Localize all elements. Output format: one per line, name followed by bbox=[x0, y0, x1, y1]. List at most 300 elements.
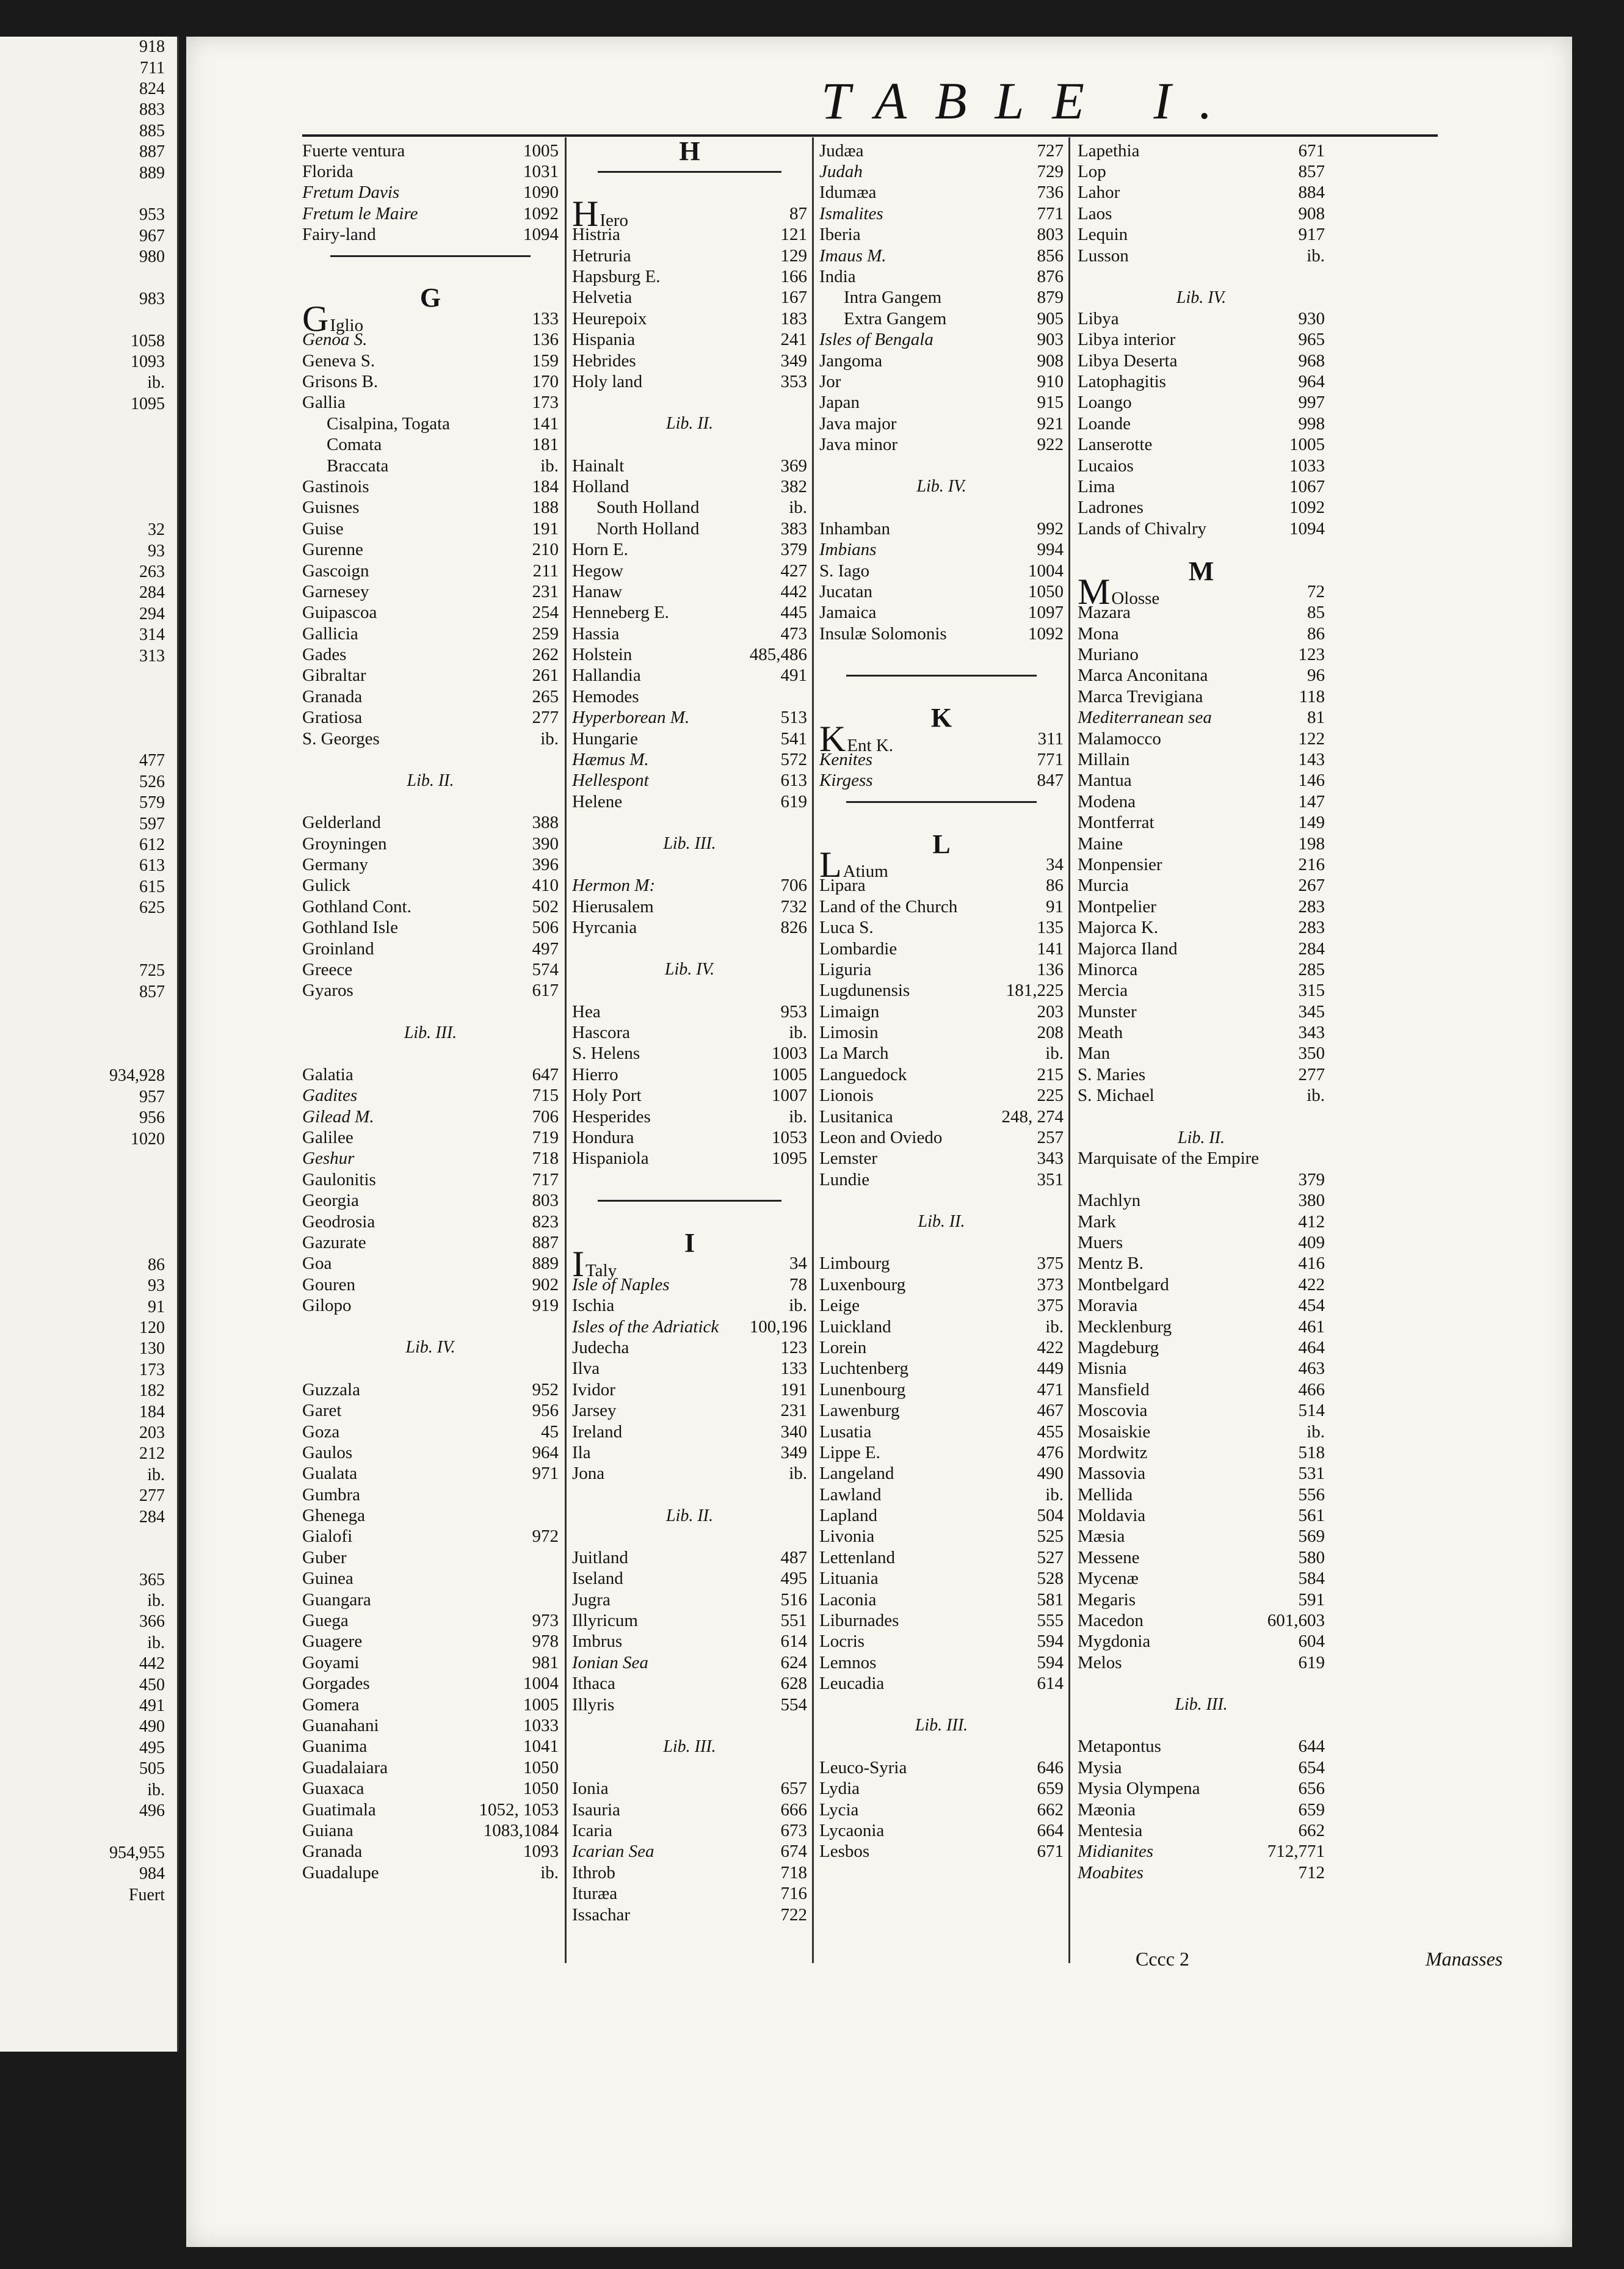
entry-name: Leige bbox=[819, 1296, 860, 1316]
facing-page-number bbox=[0, 267, 177, 288]
entry-name: Ithrob bbox=[572, 1862, 615, 1882]
entry-name: Horn E. bbox=[572, 540, 628, 560]
index-entry bbox=[572, 561, 807, 581]
entry-name: Lusatia bbox=[819, 1421, 872, 1442]
entry-name: Mordwitz bbox=[1078, 1442, 1148, 1462]
entry-page: 908 bbox=[1298, 203, 1325, 223]
entry-page: 379 bbox=[1298, 1169, 1325, 1189]
entry-page: 490 bbox=[1037, 1464, 1064, 1484]
entry-page: 719 bbox=[532, 1128, 559, 1148]
entry-name: Imbians bbox=[819, 540, 877, 560]
index-entry bbox=[1078, 1589, 1325, 1610]
index-entry bbox=[302, 1569, 559, 1589]
entry-name: Lituania bbox=[819, 1569, 879, 1589]
entry-name: Luca S. bbox=[819, 918, 874, 938]
index-entry bbox=[302, 413, 559, 434]
facing-page-number: 495 bbox=[139, 1738, 165, 1757]
facing-page-number: 365 bbox=[139, 1570, 165, 1589]
entry-page: 141 bbox=[532, 413, 559, 434]
index-entry bbox=[572, 518, 807, 539]
facing-page-number: 597 bbox=[139, 814, 165, 833]
entry-page: 917 bbox=[1298, 225, 1325, 245]
entry-name: Lusitanica bbox=[819, 1106, 893, 1127]
index-entry bbox=[302, 623, 559, 644]
entry-name: Hainalt bbox=[572, 456, 625, 476]
index-entry bbox=[819, 1359, 1064, 1379]
index-entry bbox=[1078, 1820, 1325, 1841]
index-entry bbox=[819, 1400, 1064, 1421]
title-rule bbox=[302, 134, 1438, 137]
entry-page: 910 bbox=[1037, 371, 1064, 391]
entry-page: 964 bbox=[1298, 371, 1325, 391]
entry-page: 123 bbox=[1298, 645, 1325, 665]
entry-page: 463 bbox=[1298, 1359, 1325, 1379]
entry-name: Mediterranean sea bbox=[1078, 708, 1212, 728]
facing-page-number bbox=[0, 1150, 177, 1171]
entry-page: 427 bbox=[780, 561, 807, 581]
entry-name: Fuerte ventura bbox=[302, 140, 405, 161]
facing-page-number: ib. bbox=[147, 1591, 165, 1611]
entry-page: 248, 274 bbox=[1001, 1106, 1064, 1127]
entry-name: Marquisate of the Empire bbox=[1078, 1149, 1260, 1169]
entry-name: Lapethia bbox=[1078, 140, 1140, 161]
index-entry bbox=[1078, 245, 1325, 266]
entry-page: 628 bbox=[780, 1674, 807, 1694]
column-divider bbox=[812, 137, 814, 1963]
index-column-3 bbox=[819, 140, 1064, 1862]
entry-page: 146 bbox=[1298, 771, 1325, 791]
entry-page: 262 bbox=[532, 645, 559, 665]
entry-page: 123 bbox=[780, 1337, 807, 1357]
entry-name: Mentz B. bbox=[1078, 1254, 1144, 1274]
index-entry bbox=[302, 854, 559, 875]
index-entry bbox=[1078, 1400, 1325, 1421]
entry-page: 666 bbox=[780, 1799, 807, 1820]
index-entry bbox=[302, 561, 559, 581]
index-entry bbox=[572, 771, 807, 791]
entry-name: Japan bbox=[819, 393, 860, 413]
facing-page-number: 477 bbox=[139, 751, 165, 771]
entry-page: 903 bbox=[1037, 330, 1064, 350]
entry-name: Jor bbox=[819, 371, 841, 391]
entry-name: Juitland bbox=[572, 1547, 628, 1567]
index-entry bbox=[819, 1022, 1064, 1043]
index-entry bbox=[1078, 1232, 1325, 1253]
entry-name: Hapsburg E. bbox=[572, 267, 661, 287]
entry-name: Mæonia bbox=[1078, 1799, 1136, 1820]
index-entry bbox=[1078, 1547, 1325, 1568]
facing-page-number: 953 bbox=[139, 205, 165, 225]
entry-page: 847 bbox=[1037, 771, 1064, 791]
index-entry bbox=[819, 1610, 1064, 1631]
facing-page-number: 887 bbox=[139, 142, 165, 162]
index-entry bbox=[572, 539, 807, 560]
index-entry bbox=[572, 1421, 807, 1442]
entry-name: Lemster bbox=[819, 1149, 878, 1169]
facing-page-number: 725 bbox=[139, 961, 165, 981]
entry-page: 1050 bbox=[523, 1757, 559, 1777]
facing-page-number bbox=[0, 688, 177, 708]
entry-page: ib. bbox=[1045, 1044, 1064, 1064]
entry-name: Montferrat bbox=[1078, 813, 1155, 833]
index-entry bbox=[819, 1464, 1064, 1484]
entry-page: 513 bbox=[780, 708, 807, 728]
entry-name: Intra Gangem bbox=[844, 288, 942, 308]
index-entry bbox=[572, 1904, 807, 1925]
entry-page: 203 bbox=[1037, 1001, 1064, 1022]
spacer bbox=[1078, 1106, 1325, 1127]
entry-page: 141 bbox=[1037, 938, 1064, 959]
entry-page: 495 bbox=[780, 1569, 807, 1589]
entry-page: 1007 bbox=[772, 1086, 807, 1106]
entry-name: Lesbos bbox=[819, 1842, 870, 1862]
entry-page: 1004 bbox=[1028, 561, 1064, 581]
entry-page: 572 bbox=[780, 750, 807, 770]
facing-page-number: 203 bbox=[139, 1423, 165, 1442]
facing-page-number: 1058 bbox=[131, 331, 165, 350]
index-entry bbox=[1078, 981, 1325, 1001]
index-entry bbox=[572, 350, 807, 371]
facing-page-number: 294 bbox=[139, 604, 165, 623]
facing-page-number: 980 bbox=[139, 247, 165, 267]
entry-name: Mycenæ bbox=[1078, 1569, 1139, 1589]
entry-name: Mygdonia bbox=[1078, 1632, 1151, 1652]
facing-page-number bbox=[0, 1528, 177, 1548]
index-entry bbox=[1078, 771, 1325, 791]
index-entry bbox=[819, 771, 1064, 791]
entry-page: 919 bbox=[532, 1296, 559, 1316]
entry-name: S. Michael bbox=[1078, 1086, 1155, 1106]
entry-name: Macedon bbox=[1078, 1611, 1144, 1631]
index-entry bbox=[819, 539, 1064, 560]
index-entry bbox=[302, 938, 559, 959]
facing-page-number: 314 bbox=[139, 625, 165, 645]
entry-page: 147 bbox=[1298, 791, 1325, 811]
entry-name: Hellespont bbox=[572, 771, 649, 791]
entry-page: 442 bbox=[780, 581, 807, 601]
entry-name: Hetruria bbox=[572, 245, 631, 266]
entry-name: Gouren bbox=[302, 1274, 355, 1294]
entry-name: Java minor bbox=[819, 435, 898, 455]
entry-name: Icaria bbox=[572, 1820, 612, 1840]
entry-page: 956 bbox=[532, 1401, 559, 1421]
entry-page: 461 bbox=[1298, 1316, 1325, 1337]
entry-page: 619 bbox=[780, 791, 807, 811]
entry-page: 771 bbox=[1037, 203, 1064, 223]
index-entry bbox=[572, 749, 807, 770]
entry-page: 712 bbox=[1298, 1862, 1325, 1882]
entry-name: Judah bbox=[819, 162, 863, 182]
index-entry bbox=[819, 1254, 1064, 1274]
index-entry bbox=[302, 959, 559, 980]
entry-name: Garnesey bbox=[302, 581, 369, 601]
facing-page-number: 32 bbox=[148, 520, 165, 540]
entry-name: Goza bbox=[302, 1421, 340, 1442]
facing-page-number: 93 bbox=[148, 541, 165, 561]
entry-page: 45 bbox=[541, 1421, 559, 1442]
entry-page: 574 bbox=[532, 959, 559, 979]
index-entry bbox=[572, 1127, 807, 1148]
entry-page: 601,603 bbox=[1267, 1611, 1325, 1631]
index-entry bbox=[819, 350, 1064, 371]
entry-page: 191 bbox=[780, 1379, 807, 1400]
index-entry bbox=[1078, 1421, 1325, 1442]
entry-page: 656 bbox=[1298, 1779, 1325, 1799]
entry-name: Mercia bbox=[1078, 981, 1128, 1001]
entry-page: 1005 bbox=[523, 1694, 559, 1715]
index-entry bbox=[302, 813, 559, 833]
entry-name: Hanaw bbox=[572, 581, 623, 601]
facing-page-number: 983 bbox=[139, 289, 165, 308]
entry-name: Ividor bbox=[572, 1379, 615, 1400]
index-entry bbox=[1078, 791, 1325, 812]
index-entry bbox=[572, 1569, 807, 1589]
entry-page: 1052, 1053 bbox=[479, 1799, 559, 1820]
entry-name: Moabites bbox=[1078, 1862, 1144, 1882]
book-heading: Lib. III. bbox=[663, 834, 716, 854]
entry-name: Luickland bbox=[819, 1316, 891, 1337]
index-entry bbox=[819, 225, 1064, 245]
entry-name: Cisalpina, Togata bbox=[327, 413, 451, 434]
facing-page-number: 885 bbox=[139, 121, 165, 140]
index-entry bbox=[572, 288, 807, 308]
entry-name: Guagere bbox=[302, 1632, 363, 1652]
entry-page: 283 bbox=[1298, 918, 1325, 938]
entry-page: 1031 bbox=[523, 162, 559, 182]
drop-cap: L bbox=[819, 846, 842, 884]
index-page bbox=[186, 37, 1572, 2247]
index-entry bbox=[572, 330, 807, 350]
facing-page-number: 284 bbox=[139, 583, 165, 603]
facing-page-number bbox=[0, 435, 177, 456]
facing-page-number bbox=[0, 477, 177, 498]
entry-name: Gastinois bbox=[302, 476, 369, 496]
entry-page: 497 bbox=[532, 938, 559, 959]
facing-page-number bbox=[0, 310, 177, 330]
entry-page: 373 bbox=[1037, 1274, 1064, 1294]
entry-page: 516 bbox=[780, 1589, 807, 1610]
index-entry bbox=[302, 1674, 559, 1694]
index-entry bbox=[1078, 938, 1325, 959]
index-entry bbox=[1078, 203, 1325, 224]
facing-page-number: 711 bbox=[140, 58, 165, 78]
entry-name: Meath bbox=[1078, 1023, 1123, 1043]
entry-name: HIero bbox=[572, 195, 786, 232]
facing-page-number: 277 bbox=[139, 1486, 165, 1506]
book-heading: Lib. III. bbox=[663, 1737, 716, 1756]
entry-name: Helene bbox=[572, 791, 623, 811]
entry-name: Goa bbox=[302, 1254, 332, 1274]
index-entry bbox=[302, 498, 559, 518]
entry-name: Gilopo bbox=[302, 1296, 352, 1316]
entry-page: 78 bbox=[789, 1274, 807, 1294]
entry-name: Lycaonia bbox=[819, 1820, 885, 1840]
entry-name: Liguria bbox=[819, 959, 872, 979]
entry-page: 992 bbox=[1037, 518, 1064, 539]
entry-name: Insulæ Solomonis bbox=[819, 623, 947, 644]
index-entry bbox=[302, 140, 559, 161]
entry-page: 971 bbox=[532, 1464, 559, 1484]
entry-page: 382 bbox=[780, 476, 807, 496]
entry-page: 803 bbox=[1037, 225, 1064, 245]
entry-name: Ismalites bbox=[819, 203, 883, 223]
index-entry bbox=[572, 603, 807, 623]
entry-name: Hondura bbox=[572, 1128, 634, 1148]
index-entry bbox=[819, 308, 1064, 329]
entry-page: 591 bbox=[1298, 1589, 1325, 1610]
index-entry bbox=[572, 1862, 807, 1883]
entry-name: Gascoign bbox=[302, 561, 369, 581]
index-entry bbox=[572, 1001, 807, 1022]
entry-name: Holland bbox=[572, 476, 629, 496]
entry-page: 981 bbox=[532, 1652, 559, 1672]
entry-page: 541 bbox=[780, 728, 807, 749]
entry-page: 561 bbox=[1298, 1506, 1325, 1526]
book-heading: Lib. III. bbox=[404, 1023, 457, 1042]
entry-page: 502 bbox=[532, 896, 559, 917]
entry-name: Mecklenburg bbox=[1078, 1316, 1172, 1337]
entry-name: Judæa bbox=[819, 140, 864, 161]
index-entry bbox=[1078, 854, 1325, 875]
index-entry bbox=[1078, 350, 1325, 371]
index-entry bbox=[819, 1086, 1064, 1106]
facing-page-number: ib. bbox=[147, 373, 165, 393]
index-entry bbox=[302, 981, 559, 1001]
entry-name: Luxenbourg bbox=[819, 1274, 906, 1294]
spacer bbox=[302, 1316, 559, 1337]
index-entry bbox=[302, 183, 559, 203]
entry-page: 644 bbox=[1298, 1737, 1325, 1757]
entry-name: MOlosse bbox=[1078, 573, 1303, 610]
entry-name: Lundie bbox=[819, 1169, 870, 1189]
entry-name: Jangoma bbox=[819, 350, 883, 371]
index-entry bbox=[1078, 1379, 1325, 1400]
entry-page: 396 bbox=[532, 854, 559, 874]
spacer bbox=[302, 749, 559, 770]
entry-page: 531 bbox=[1298, 1464, 1325, 1484]
entry-name: Gaulonitis bbox=[302, 1169, 376, 1189]
index-entry bbox=[819, 846, 1064, 884]
entry-page: 581 bbox=[1037, 1589, 1064, 1610]
entry-name: Moscovia bbox=[1078, 1401, 1148, 1421]
index-entry bbox=[1078, 1737, 1325, 1757]
entry-page: 259 bbox=[532, 623, 559, 644]
drop-cap: H bbox=[572, 195, 599, 233]
entry-name: Isle of Naples bbox=[572, 1274, 670, 1294]
index-entry bbox=[1078, 183, 1325, 203]
facing-page-number: 263 bbox=[139, 562, 165, 581]
facing-page-number: 957 bbox=[139, 1087, 165, 1106]
index-entry bbox=[1078, 1862, 1325, 1883]
entry-name: Lima bbox=[1078, 476, 1115, 496]
entry-page: 311 bbox=[1037, 728, 1064, 749]
entry-name: Mantua bbox=[1078, 771, 1132, 791]
index-entry bbox=[819, 561, 1064, 581]
index-entry bbox=[1078, 308, 1325, 329]
index-entry bbox=[572, 1245, 807, 1282]
index-entry bbox=[302, 1820, 559, 1841]
facing-page-number bbox=[0, 1821, 177, 1842]
entry-page: 978 bbox=[532, 1632, 559, 1652]
index-entry bbox=[1078, 1295, 1325, 1316]
entry-page: 826 bbox=[780, 918, 807, 938]
entry-name: Hallandia bbox=[572, 666, 641, 686]
entry-name: Lorein bbox=[819, 1337, 867, 1357]
index-entry bbox=[1078, 1484, 1325, 1505]
index-entry bbox=[819, 1274, 1064, 1295]
index-entry bbox=[819, 203, 1064, 224]
entry-name: Lapland bbox=[819, 1506, 878, 1526]
index-entry bbox=[819, 330, 1064, 350]
entry-page: 604 bbox=[1298, 1632, 1325, 1652]
entry-page: 518 bbox=[1298, 1442, 1325, 1462]
entry-name: Muriano bbox=[1078, 645, 1139, 665]
entry-page: 619 bbox=[1298, 1652, 1325, 1672]
entry-page: 473 bbox=[780, 623, 807, 644]
index-entry bbox=[819, 434, 1064, 455]
entry-name: Granada bbox=[302, 1842, 363, 1862]
index-entry bbox=[302, 1632, 559, 1652]
index-entry bbox=[819, 1757, 1064, 1778]
entry-page: ib. bbox=[1045, 1484, 1064, 1505]
entry-name: Guangara bbox=[302, 1589, 371, 1610]
index-entry bbox=[1078, 708, 1325, 728]
entry-name: Montbelgard bbox=[1078, 1274, 1169, 1294]
index-entry bbox=[302, 728, 559, 749]
facing-page-number bbox=[0, 415, 177, 435]
entry-name: Guatimala bbox=[302, 1799, 376, 1820]
entry-name: Gualata bbox=[302, 1464, 358, 1484]
entry-name: Muers bbox=[1078, 1233, 1123, 1252]
facing-page-number: 579 bbox=[139, 793, 165, 813]
index-entry bbox=[1078, 813, 1325, 833]
index-entry bbox=[1078, 1001, 1325, 1022]
facing-page-numbers bbox=[0, 37, 177, 1906]
index-entry bbox=[572, 1400, 807, 1421]
entry-page: ib. bbox=[1307, 1421, 1325, 1442]
index-entry bbox=[572, 1295, 807, 1316]
entry-name: Land of the Church bbox=[819, 896, 958, 917]
facing-page-number: 984 bbox=[139, 1864, 165, 1884]
entry-page: 380 bbox=[1298, 1191, 1325, 1211]
entry-page: 712,771 bbox=[1267, 1842, 1325, 1862]
index-entry bbox=[1078, 1505, 1325, 1526]
book-heading: Lib. IV. bbox=[405, 1338, 455, 1357]
entry-page: 514 bbox=[1298, 1401, 1325, 1421]
facing-page-number: 184 bbox=[139, 1402, 165, 1421]
section-rule bbox=[819, 791, 1064, 812]
entry-name: Greece bbox=[302, 959, 353, 979]
spacer bbox=[819, 644, 1064, 665]
entry-name: Goyami bbox=[302, 1652, 360, 1672]
entry-name: Leuco-Syria bbox=[819, 1757, 907, 1777]
entry-name: Grisons B. bbox=[302, 371, 379, 391]
index-entry bbox=[1078, 140, 1325, 161]
entry-name: Lippe E. bbox=[819, 1442, 880, 1462]
entry-page: 277 bbox=[1298, 1064, 1325, 1084]
entry-name: Jarsey bbox=[572, 1401, 617, 1421]
index-entry bbox=[572, 1316, 807, 1337]
entry-page: 662 bbox=[1037, 1799, 1064, 1820]
entry-page: 527 bbox=[1037, 1547, 1064, 1567]
entry-page: 410 bbox=[532, 876, 559, 896]
entry-page: 964 bbox=[532, 1442, 559, 1462]
entry-name: ITaly bbox=[572, 1246, 786, 1282]
facing-page-number bbox=[0, 709, 177, 730]
index-entry bbox=[819, 393, 1064, 413]
drop-cap: K bbox=[819, 721, 846, 758]
index-entry bbox=[819, 938, 1064, 959]
